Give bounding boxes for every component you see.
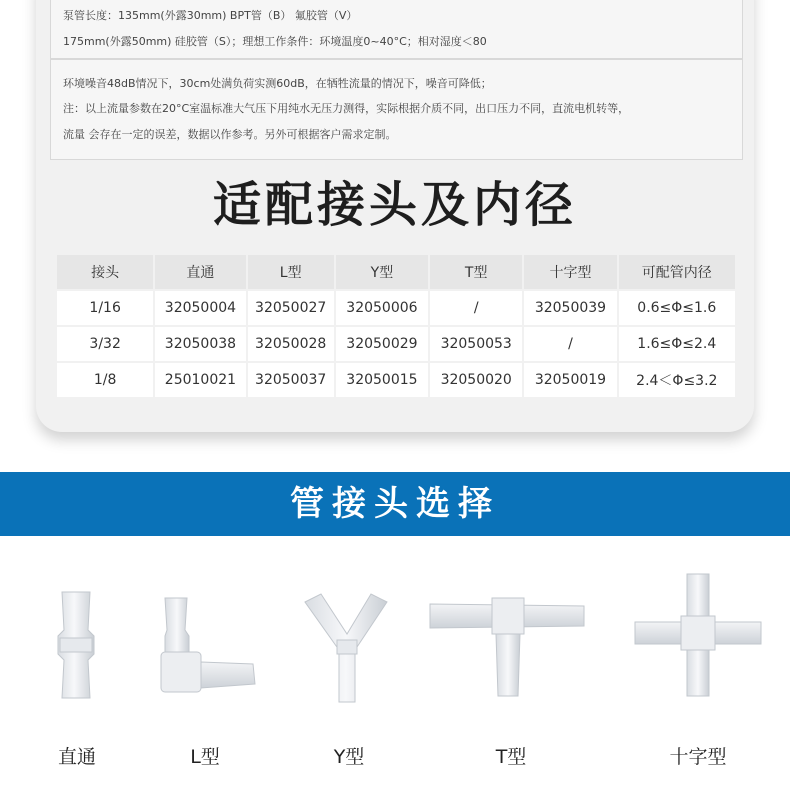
connector-selection-banner: 管接头选择 [0, 472, 790, 536]
notes-line-3: 流量 会存在一定的误差，数据以作参考。另外可根据客户需求定制。 [63, 128, 397, 141]
table-cell: 32050015 [336, 363, 428, 397]
fitting-table [55, 253, 737, 399]
table-cell: 32050019 [524, 363, 616, 397]
notes-line-1: 环境噪音48dB情况下，30cm处满负荷实测60dB，在牺牲流量的情况下，噪音可降低； [63, 77, 492, 90]
table-cell: 1/8 [57, 363, 153, 397]
y-connector-image [303, 570, 389, 720]
table-cell: 1/16 [57, 291, 153, 325]
spec-line-2: 175mm(外露50mm) 硅胶管（S）；理想工作条件：环境温度0~40°C；相对湿度＜80 [63, 35, 487, 48]
t-connector-image [428, 570, 586, 720]
table-cell: 2.4＜Φ≤3.2 [619, 363, 735, 397]
product-label-y: Y型 [333, 746, 365, 768]
table-header-cell: Y型 [336, 255, 428, 289]
table-header-cell: 可配管内径 [619, 255, 735, 289]
l-connector-image [155, 570, 260, 720]
table-header-cell: L型 [248, 255, 334, 289]
table-cell: 32050038 [155, 327, 245, 361]
cross-connector-image [633, 570, 763, 720]
table-cell: / [524, 327, 616, 361]
spec-line-1: 泵管长度：135mm(外露30mm) BPT管（B） 氟胶管（V） [63, 9, 358, 22]
spec-box [50, 0, 743, 59]
table-cell: 0.6≤Φ≤1.6 [619, 291, 735, 325]
table-cell: 32050020 [430, 363, 522, 397]
table-cell: 25010021 [155, 363, 245, 397]
table-cell: / [430, 291, 522, 325]
table-header-cell: 直通 [155, 255, 245, 289]
table-cell: 32050027 [248, 291, 334, 325]
table-header-cell: 十字型 [524, 255, 616, 289]
table-cell: 32050006 [336, 291, 428, 325]
notes-box [50, 59, 743, 160]
table-cell: 32050029 [336, 327, 428, 361]
table-cell: 32050039 [524, 291, 616, 325]
section-title: 适配接头及内径 [212, 177, 577, 233]
product-label-t: T型 [495, 746, 527, 768]
notes-line-2: 注：以上流量参数在20°C室温标准大气压下用纯水无压力测得，实际根据介质不同，出口压力不同，直流电机转等， [63, 102, 630, 115]
table-cell: 32050053 [430, 327, 522, 361]
table-row [57, 291, 735, 325]
table-row [57, 327, 735, 361]
table-cell: 32050037 [248, 363, 334, 397]
table-row [57, 363, 735, 397]
straight-connector-image [50, 570, 102, 720]
product-label-straight: 直通 [57, 746, 96, 768]
table-cell: 1.6≤Φ≤2.4 [619, 327, 735, 361]
table-cell: 32050028 [248, 327, 334, 361]
table-header-row [57, 255, 735, 289]
product-label-l: L型 [190, 746, 220, 768]
table-cell: 3/32 [57, 327, 153, 361]
table-header-cell: T型 [430, 255, 522, 289]
table-header-cell: 接头 [57, 255, 153, 289]
table-cell: 32050004 [155, 291, 245, 325]
product-label-cross: 十字型 [669, 746, 727, 768]
